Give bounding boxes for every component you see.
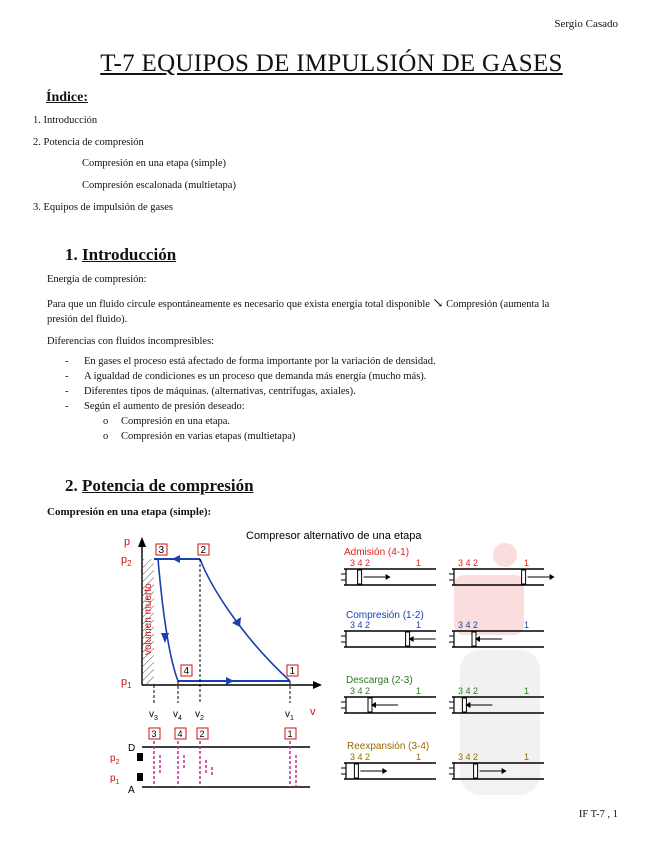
svg-text:4: 4 [177,729,183,739]
cylinder-label-left: 3 4 2 [458,558,479,568]
cylinder-label-right: 1 [524,620,530,630]
cylinder-label-left: 3 4 2 [350,686,371,696]
cylinder-1-1 [341,558,436,585]
valve-A-label: A [128,785,135,796]
arrow-icon: ↘ [432,295,444,310]
index-item-2[interactable]: 2. Potencia de compresión [33,137,144,148]
v4-label: $v_4$ [173,709,182,722]
point-2 [198,544,209,556]
svg-text:1: 1 [289,666,296,677]
section1-number: 1. [65,245,78,264]
author-name: Sergio Casado [554,18,618,30]
svg-text:p1: $p_1$ [110,773,120,786]
cylinder-label-right: 1 [416,620,422,630]
phase-admision [344,547,409,558]
cylinder-4-1 [341,752,436,779]
section1-heading [65,245,176,265]
cylinder-label-right: 1 [416,558,422,568]
list-item: - En gases el proceso está afectado de forma importante por la variación de densidad. [65,356,436,367]
svg-text:2: 2 [200,545,207,556]
valve-timing-diagram [110,728,310,796]
section1-p1: Energía de compresión: [47,274,147,285]
section1-p2b: Compresión (aumenta la [446,299,550,310]
svg-text:2: 2 [199,729,205,739]
cylinder-label-left: 3 4 2 [458,686,479,696]
cylinder-label-right: 1 [416,686,422,696]
phase-descarga [346,675,413,686]
page-title: T-7 EQUIPOS DE IMPULSIÓN DE GASES [100,50,563,77]
v2-label: $v_2$ [195,709,204,722]
index-item-2b[interactable]: Compresión escalonada (multietapa) [82,180,236,191]
cylinder-label-right: 1 [416,752,422,762]
section2-title: Potencia de compresión [82,476,254,495]
list-item: - A igualdad de condiciones es un proceso que demanda más energía (mucho más). [65,371,427,382]
cylinder-label-left: 3 4 2 [458,620,479,630]
valve-D-label: D [128,743,136,754]
index-item-3[interactable]: 3. Equipos de impulsión de gases [33,202,173,213]
index-item-1[interactable]: 1. Introducción [33,115,98,126]
section1-p2 [47,295,617,327]
svg-text:3: 3 [151,729,157,739]
section1-p2a: Para que un fluido circule espontáneamente es necesario que exista energía total disponible [47,299,430,310]
p-axis-label: p [124,536,131,548]
svg-text:1: 1 [287,729,293,739]
phase-reexpansion [347,741,429,752]
p2-label: $p_2$ [121,554,132,568]
svg-text:p2: $p_2$ [110,753,120,766]
v1-label: $v_1$ [285,709,294,722]
svg-text:4: 4 [183,666,190,677]
cylinder-label-left: 3 4 2 [458,752,479,762]
sub-list-item: o Compresión en una etapa. [103,416,231,427]
point-3 [156,544,167,556]
svg-text:3: 3 [158,545,165,556]
sub-list-item: o Compresión en varias etapas (multietapa) [103,431,296,442]
arrow-intake [226,677,234,685]
section1-p2c: presión del fluido). [47,314,128,325]
dead-volume-label: volumen muerto [143,583,154,655]
section2-heading [65,476,254,496]
section2-number: 2. [65,476,78,495]
cylinder-label-left: 3 4 2 [350,752,371,762]
v-axis-arrow [313,681,322,689]
cylinder-label-right: 1 [524,686,530,696]
phase-reexpansion-label: Reexpansión (3-4) [347,741,430,752]
section1-title: Introducción [82,245,177,264]
compression-curve [200,559,290,681]
p1-label: $p_1$ [121,676,132,690]
cylinder-label-left: 3 4 2 [350,558,371,568]
phase-admision-label: Admisión (4-1) [344,547,410,558]
cylinder-label-right: 1 [524,558,530,568]
section2-subtitle: Compresión en una etapa (simple): [47,506,212,518]
compressor-figure [100,525,560,800]
page-number: IF T-7 , 1 [578,809,618,820]
list-item: - Según el aumento de presión deseado: [65,401,245,412]
v3-label: $v_3$ [149,709,158,722]
cylinder-2-1 [341,620,436,647]
list-item: - Diferentes tipos de máquinas. (alternativas, centrífugas, axiales). [65,386,356,397]
point-4 [181,665,192,677]
phase-descarga-label: Descarga (2-3) [346,675,413,686]
section1-bullets [65,355,436,443]
cylinder-3-1 [341,686,436,713]
cylinder-label-right: 1 [524,752,530,762]
v-axis-label: v [310,706,316,718]
index-heading: Índice: [46,90,88,105]
arrow-discharge [172,555,180,563]
index-item-2a[interactable]: Compresión en una etapa (simple) [82,158,227,169]
figure-caption: Compresor alternativo de una etapa [246,530,422,542]
section1-p3: Diferencias con fluidos incompresibles: [47,336,215,347]
reexpansion-curve [158,559,178,681]
point-1 [287,665,298,677]
phase-compresion-label: Compresión (1-2) [346,610,424,621]
p-axis-arrow [138,537,146,547]
cylinder-label-left: 3 4 2 [350,620,371,630]
